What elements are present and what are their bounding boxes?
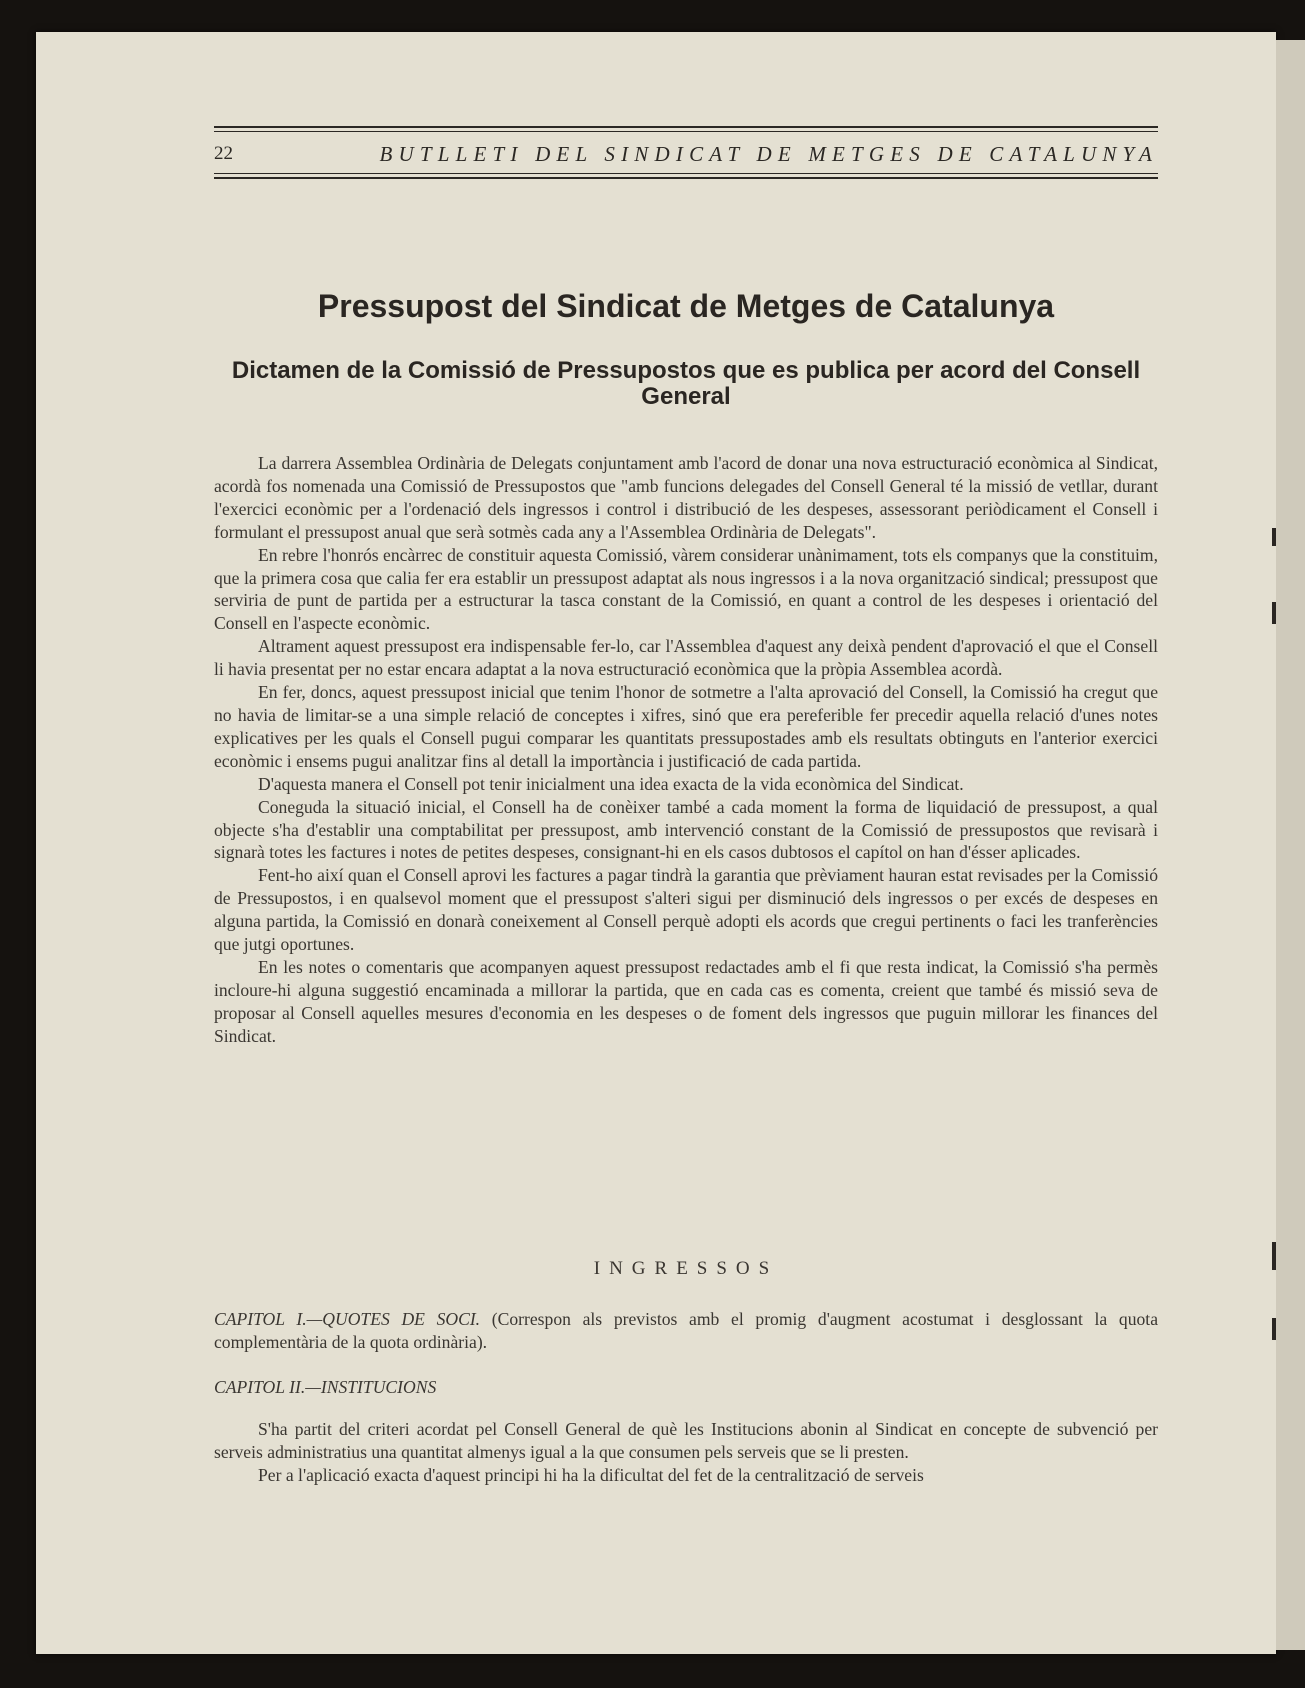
article-body <box>214 452 1158 1048</box>
next-page-edge <box>1276 40 1305 1650</box>
article-title: Pressupost del Sindicat de Metges de Catalunya <box>317 288 1055 324</box>
paragraph: En rebre l'honrós encàrrec de constituir aquesta Comissió, vàrem considerar unànimament, tots els companys que la constituim, que la primera cosa que calia fer era establir un pressupost adaptat als nous ingressos i a la nova organització sindical; pressupost que serviria de punt de partida per a estructurar la tasca constant de la Comissió, en quant a control de les despeses i orientació del Consell en l'aspecte econòmic. <box>214 544 1158 634</box>
header-rule-top <box>214 126 1158 128</box>
capitol-1-title: CAPITOL I.—QUOTES DE SOCI. <box>214 1309 481 1329</box>
paragraph: Coneguda la situació inicial, el Consell ha de conèixer també a cada moment la forma de liquidació de pressupost, a qual objecte s'ha d'establir una comptabilitat per pressupost, amb intervenció constant de la Comissió de pressupostos que revisarà i signarà totes les factures i notes de petites despeses, consignant-hi en els casos dubtosos el capítol on han d'ésser aplicades. <box>214 796 1158 863</box>
paragraph: Per a l'aplicació exacta d'aquest principi hi ha la dificultat del fet de la centralització de serveis <box>258 1465 924 1485</box>
capitol-2-body <box>214 1418 1158 1487</box>
paragraph: Fent-ho així quan el Consell aprovi les factures a pagar tindrà la garantia que prèviament hauran estat revisades per la Comissió de Pressupostos, i en qualsevol moment que el pressupost s'alteri sigui per disminució dels ingressos o per excés de despeses en alguna partida, la Comissió en donarà coneixement al Consell perquè adopti els acords que cregui pertinents o faci les tranferències que jutgi oportunes. <box>214 865 1158 955</box>
paragraph: S'ha partit del criteri acordat pel Consell General de què les Institucions abonin al Sindicat en concepte de subvenció per serveis administratius una quantitat almenys igual a la que consumen pels serveis que se li presten. <box>214 1419 1158 1462</box>
paragraph: Altrament aquest pressupost era indispensable fer-lo, car l'Assemblea d'aquest any deixà pendent d'aprovació el que el Consell li havia presentat per no estar encara adaptat a la nova estructuració econòmica que la pròpia Assemblea acordà. <box>214 636 1158 680</box>
page-number: 22 <box>214 143 233 164</box>
journal-title: BUTLLETI DEL SINDICAT DE METGES DE CATALUNYA <box>379 141 1158 166</box>
section-heading-ingressos: INGRESSOS <box>593 1258 779 1279</box>
header-row <box>214 141 1158 167</box>
capitol-2-title: CAPITOL II.—INSTITUCIONS <box>214 1377 437 1397</box>
paragraph: En fer, doncs, aquest pressupost inicial que tenim l'honor de sotmetre a l'alta aprovació del Consell, la Comissió ha cregut que no havia de limitar-se a una simple relació de conceptes i xifres, sinó que era pereferible fer precedir aquella relació d'unes notes explicatives per les quals el Consell pugui comparar les quantitats pressupostades amb els resultats obtinguts en l'anterior exercici econòmic i ensems pugui analitzar fins al detall la importància i justificació de cada partida. <box>214 682 1158 771</box>
edge-mark <box>1272 528 1276 546</box>
capitol-1-text: (Correspon als previstos amb el promig d'augment acostumat i desglossant la quota complementària de la quota ordinària). <box>214 1309 1158 1352</box>
capitol-1 <box>214 1308 1158 1354</box>
edge-mark <box>1272 1242 1276 1270</box>
header-rule-top-thin <box>214 131 1158 132</box>
header-rule-bottom <box>214 177 1158 179</box>
article-subtitle: Dictamen de la Comissió de Pressupostos que es publica per acord del Consell General <box>231 357 1141 410</box>
running-header <box>214 126 1158 182</box>
paragraph: En les notes o comentaris que acompanyen aquest pressupost redactades amb el fi que resta indicat, la Comissió s'ha permès incloure-hi alguna suggestió encaminada a millorar la partida, que en cada cas es comenta, creient que també és missió seva de proposar al Consell aquelles mesures d'economia en les despeses o de foment dels ingressos que puguin millorar les finances del Sindicat. <box>214 956 1158 1046</box>
header-rule-bottom-thin <box>214 173 1158 174</box>
paragraph: La darrera Assemblea Ordinària de Delegats conjuntament amb l'acord de donar una nova estructuració econòmica al Sindicat, acordà fos nomenada una Comissió de Pressupostos que "amb funcions delegades del Consell General té la missió de vetllar, durant l'exercici econòmic per a l'ordenació dels ingressos i control i distribució de les despeses, assessorant periòdicament el Consell i formulant el pressupost anual que serà sotmès cada any a l'Assemblea Ordinària de Delegats". <box>214 453 1158 542</box>
edge-mark <box>1272 1318 1276 1340</box>
paragraph: D'aquesta manera el Consell pot tenir inicialment una idea exacta de la vida econòmica del Sindicat. <box>258 773 964 794</box>
edge-mark <box>1272 602 1276 624</box>
